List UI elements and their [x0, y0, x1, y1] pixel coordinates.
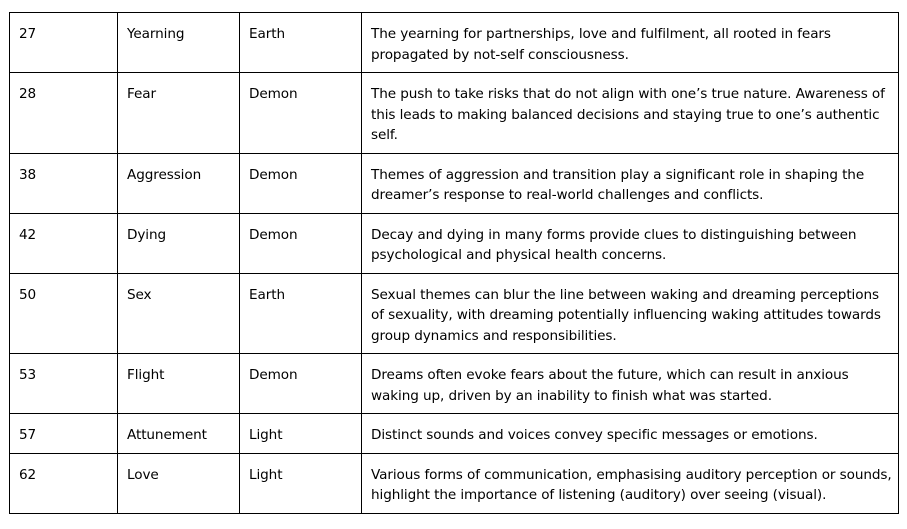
gate-name-cell: Yearning	[118, 13, 240, 73]
table-row	[10, 153, 899, 213]
gate-number-cell: 50	[10, 273, 118, 354]
table-row	[10, 213, 899, 273]
table-row	[10, 273, 899, 354]
gate-name-cell: Dying	[118, 213, 240, 273]
gate-description-cell: The push to take risks that do not align with one’s true nature. Awareness of this leads to making balanced decisions and staying true to one’s authentic self.	[362, 73, 899, 154]
gate-description-cell: Themes of aggression and transition play a significant role in shaping the dreamer’s response to real-world challenges and conflicts.	[362, 153, 899, 213]
gate-number-cell: 57	[10, 414, 118, 454]
gate-type-cell: Earth	[240, 13, 362, 73]
table-row	[10, 354, 899, 414]
gate-description-cell: Distinct sounds and voices convey specific messages or emotions.	[362, 414, 899, 454]
table-row	[10, 73, 899, 154]
gate-number-cell: 62	[10, 453, 118, 513]
gate-description-cell: The yearning for partnerships, love and fulfilment, all rooted in fears propagated by not-self consciousness.	[362, 13, 899, 73]
gate-number-cell: 53	[10, 354, 118, 414]
gate-number-cell: 28	[10, 73, 118, 154]
gate-description-cell: Various forms of communication, emphasising auditory perception or sounds, highlight the importance of listening (auditory) over seeing (visual).	[362, 453, 899, 513]
gate-name-cell: Attunement	[118, 414, 240, 454]
table-row	[10, 453, 899, 513]
gate-name-cell: Love	[118, 453, 240, 513]
gate-type-cell: Earth	[240, 273, 362, 354]
gate-description-cell: Dreams often evoke fears about the future, which can result in anxious waking up, driven by an inability to finish what was started.	[362, 354, 899, 414]
gate-type-cell: Demon	[240, 153, 362, 213]
gate-number-cell: 38	[10, 153, 118, 213]
gate-description-cell: Sexual themes can blur the line between waking and dreaming perceptions of sexuality, with dreaming potentially influencing waking attitudes towards group dynamics and responsibilities.	[362, 273, 899, 354]
gate-name-cell: Aggression	[118, 153, 240, 213]
gate-type-cell: Light	[240, 453, 362, 513]
gate-name-cell: Sex	[118, 273, 240, 354]
table-row	[10, 13, 899, 73]
gate-type-cell: Demon	[240, 73, 362, 154]
gate-type-cell: Light	[240, 414, 362, 454]
gate-description-cell: Decay and dying in many forms provide clues to distinguishing between psychological and physical health concerns.	[362, 213, 899, 273]
gates-table	[9, 12, 899, 514]
gate-type-cell: Demon	[240, 354, 362, 414]
gate-name-cell: Fear	[118, 73, 240, 154]
gate-number-cell: 27	[10, 13, 118, 73]
gate-name-cell: Flight	[118, 354, 240, 414]
gate-type-cell: Demon	[240, 213, 362, 273]
table-row	[10, 414, 899, 454]
gate-number-cell: 42	[10, 213, 118, 273]
gates-table-body	[10, 13, 899, 514]
